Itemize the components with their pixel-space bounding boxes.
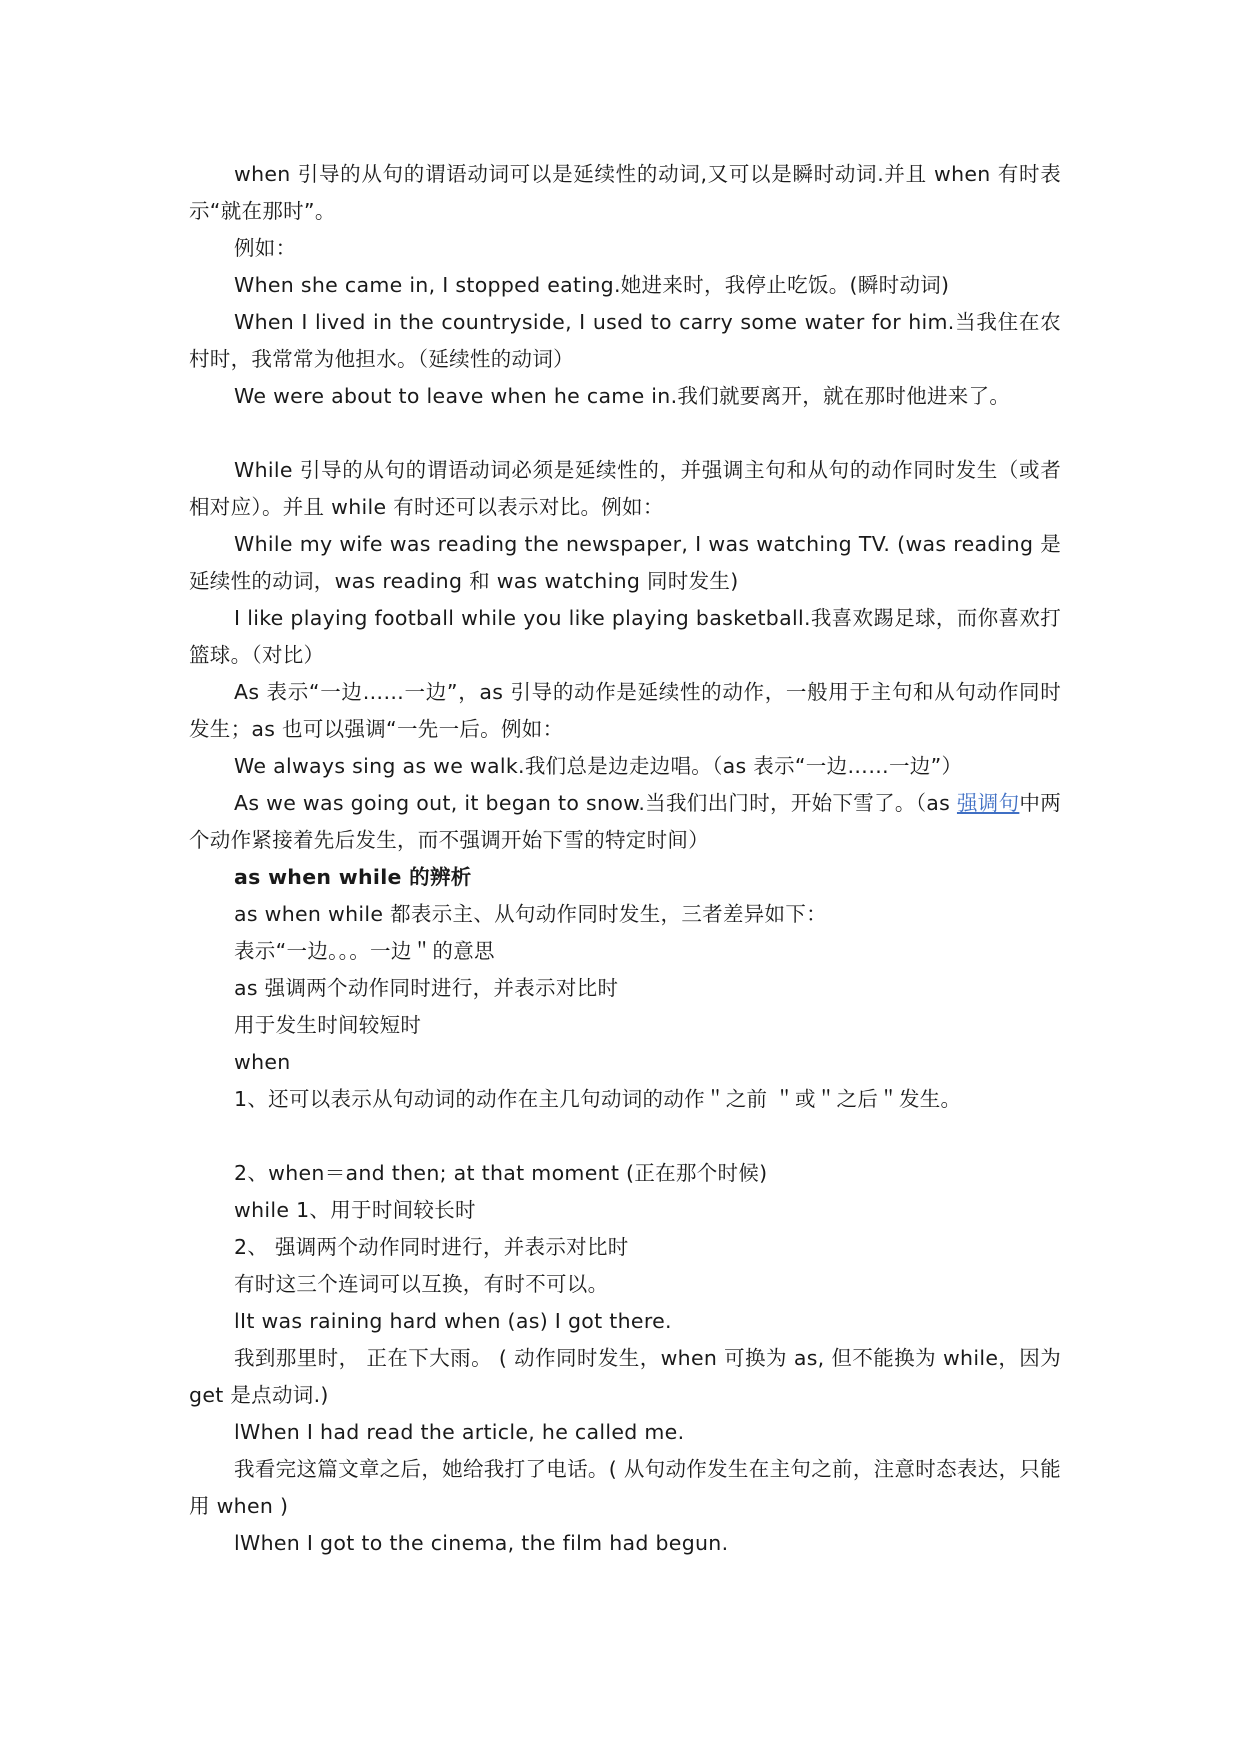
blank-line: [189, 415, 1061, 452]
comparison-item-as: as 强调两个动作同时进行，并表示对比时: [234, 976, 619, 1000]
example-as-snow-text-b: 中两个动作紧接着先后发生，而不强调开始下雪的特定时间）: [189, 791, 1062, 852]
example-raining-translation: 我到那里时， 正在下大雨。 ( 动作同时发生，when 可换为 as, 但不能换为 while，因为 get 是点动词.): [189, 1346, 1061, 1407]
section-heading-comparison: as when while 的辨析: [234, 865, 472, 889]
example-as-snow-text-a: As we was going out, it began to snow.当我们出门时，开始下雪了。（as: [234, 791, 957, 815]
example-as-snow: [189, 785, 1061, 859]
comparison-when-2: 2、when＝and then; at that moment (正在那个时候): [234, 1161, 768, 1185]
comparison-item-short: 用于发生时间较短时: [234, 1013, 422, 1037]
comparison-intro: as when while 都表示主、从句动作同时发生，三者差异如下：: [234, 902, 827, 926]
blank-line: [189, 1118, 1061, 1155]
example-while-contrast: I like playing football while you like playing basketball.我喜欢踢足球，而你喜欢打篮球。（对比）: [189, 606, 1061, 667]
example-as-walk: We always sing as we walk.我们总是边走边唱。（as 表示“一边……一边”）: [234, 754, 963, 778]
comparison-while-2: 2、 强调两个动作同时进行，并表示对比时: [234, 1235, 629, 1259]
example-raining: lIt was raining hard when (as) I got there.: [234, 1309, 672, 1333]
comparison-item-meaning: 表示“一边。。。一边＂的意思: [234, 939, 495, 963]
example-article: lWhen I had read the article, he called me.: [234, 1420, 685, 1444]
paragraph-example-label: 例如：: [234, 236, 297, 260]
example-cinema: lWhen I got to the cinema, the film had begun.: [234, 1531, 729, 1555]
example-while-simultaneous: While my wife was reading the newspaper, I was watching TV. (was reading 是延续性的动词，was reading 和 was watching 同时发生): [189, 532, 1061, 593]
paragraph-when-intro: when 引导的从句的谓语动词可以是延续性的动词,又可以是瞬时动词.并且 when 有时表示“就在那时”。: [189, 162, 1061, 223]
comparison-interchange-note: 有时这三个连词可以互换，有时不可以。: [234, 1272, 609, 1296]
paragraph-while-intro: While 引导的从句的谓语动词必须是延续性的，并强调主句和从句的动作同时发生（或者相对应）。并且 while 有时还可以表示对比。例如：: [189, 458, 1061, 519]
example-when-instant: When she came in, I stopped eating.她进来时，我停止吃饭。(瞬时动词): [234, 273, 950, 297]
comparison-item-when: when: [234, 1050, 291, 1074]
comparison-while-1: while 1、用于时间较长时: [234, 1198, 476, 1222]
example-when-continuous: When I lived in the countryside, I used to carry some water for him.当我住在农村时，我常常为他担水。（延续性的动词）: [189, 310, 1061, 371]
example-when-then: We were about to leave when he came in.我们就要离开，就在那时他进来了。: [234, 384, 1011, 408]
document-body: [189, 156, 1061, 1562]
comparison-when-1: 1、还可以表示从句动词的动作在主几句动词的动作＂之前 ＂或＂之后＂发生。: [234, 1087, 962, 1111]
emphatic-sentence-link[interactable]: 强调句: [956, 791, 1020, 815]
paragraph-as-intro: As 表示“一边……一边”，as 引导的动作是延续性的动作，一般用于主句和从句动作同时发生；as 也可以强调“一先一后。例如：: [189, 680, 1061, 741]
example-article-translation: 我看完这篇文章之后，她给我打了电话。( 从句动作发生在主句之前，注意时态表达，只能用 when ): [189, 1457, 1061, 1518]
